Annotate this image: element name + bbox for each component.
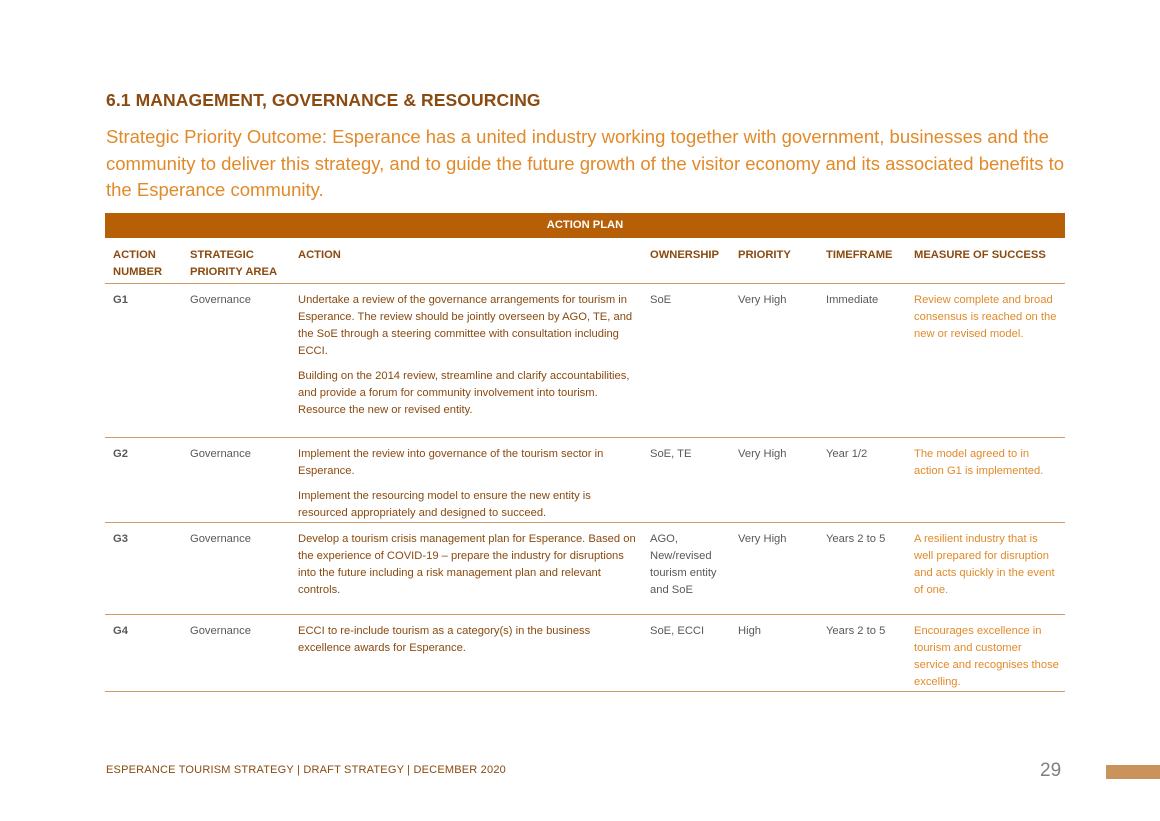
action-description (290, 284, 642, 438)
timeframe: Years 2 to 5 (818, 523, 906, 615)
page-number: 29 (1040, 760, 1062, 781)
measure-of-success: Encourages excellence in tourism and customer service and recognises those excelling. (906, 615, 1065, 692)
timeframe: Year 1/2 (818, 438, 906, 523)
ownership: SoE, ECCI (642, 615, 730, 692)
header-measure-of-success: MEASURE OF SUCCESS (906, 238, 1065, 284)
action-number: G4 (105, 615, 182, 692)
priority-area: Governance (182, 615, 290, 692)
header-ownership: OWNERSHIP (642, 238, 730, 284)
priority: High (730, 615, 818, 692)
measure-of-success: Review complete and broad consensus is reached on the new or revised model. (906, 284, 1065, 438)
measure-of-success: A resilient industry that is well prepared for disruption and acts quickly in the event of one. (906, 523, 1065, 615)
header-strategic-line1: STRATEGIC (190, 249, 254, 261)
timeframe: Immediate (818, 284, 906, 438)
action-number: G2 (105, 438, 182, 523)
table-row-g4 (105, 615, 1065, 692)
action-number: G1 (105, 284, 182, 438)
footer-document-title: ESPERANCE TOURISM STRATEGY | DRAFT STRATEGY | DECEMBER 2020 (106, 764, 506, 776)
page-edge-tab (1106, 765, 1160, 779)
header-action-number-line1: ACTION (113, 249, 156, 261)
header-timeframe: TIMEFRAME (818, 238, 906, 284)
header-action-number-line2: NUMBER (113, 266, 163, 278)
measure-of-success: The model agreed to in action G1 is implemented. (906, 438, 1065, 523)
ownership: AGO, New/revised tourism entity and SoE (642, 523, 730, 615)
ownership: SoE, TE (642, 438, 730, 523)
action-description (290, 523, 642, 615)
header-strategic-line2: PRIORITY AREA (190, 266, 278, 278)
action-plan-banner: ACTION PLAN (105, 213, 1065, 238)
timeframe: Years 2 to 5 (818, 615, 906, 692)
table-header-row (105, 238, 1065, 284)
action-paragraph: ECCI to re-include tourism as a category(s) in the business excellence awards for Esperance. (298, 625, 591, 654)
action-paragraph: Undertake a review of the governance arrangements for tourism in Esperance. The review should be jointly overseen by AGO, TE, and the SoE through a steering committee with consultation including ECCI. (298, 294, 633, 357)
priority: Very High (730, 284, 818, 438)
action-description (290, 438, 642, 523)
action-number: G3 (105, 523, 182, 615)
header-priority: PRIORITY (730, 238, 818, 284)
ownership: SoE (642, 284, 730, 438)
header-strategic-priority-area (182, 238, 290, 284)
action-paragraph: Building on the 2014 review, streamline and clarify accountabilities, and provide a forum for community involvement into tourism. Resource the new or revised entity. (298, 370, 630, 416)
priority: Very High (730, 438, 818, 523)
table-row-g2 (105, 438, 1065, 523)
header-action-number (105, 238, 182, 284)
action-paragraph: Implement the review into governance of the tourism sector in Esperance. (298, 448, 604, 477)
strategic-priority-outcome: Strategic Priority Outcome: Esperance has a united industry working together with government, businesses and the community to deliver this strategy, and to guide the future growth of the visitor economy and its associated benefits to the Esperance community. (106, 126, 1065, 200)
table-row-g1 (105, 284, 1065, 438)
action-paragraph: Develop a tourism crisis management plan for Esperance. Based on the experience of COVID-19 – prepare the industry for disruptions into the future including a risk management plan and relevant controls. (298, 533, 636, 596)
action-description (290, 615, 642, 692)
priority-area: Governance (182, 438, 290, 523)
action-plan-table (105, 213, 1065, 692)
priority: Very High (730, 523, 818, 615)
section-title: 6.1 MANAGEMENT, GOVERNANCE & RESOURCING (106, 90, 541, 110)
priority-area: Governance (182, 284, 290, 438)
action-paragraph: Implement the resourcing model to ensure the new entity is resourced appropriately and designed to succeed. (298, 490, 591, 519)
table-row-g3 (105, 523, 1065, 615)
priority-area: Governance (182, 523, 290, 615)
header-action: ACTION (290, 238, 642, 284)
